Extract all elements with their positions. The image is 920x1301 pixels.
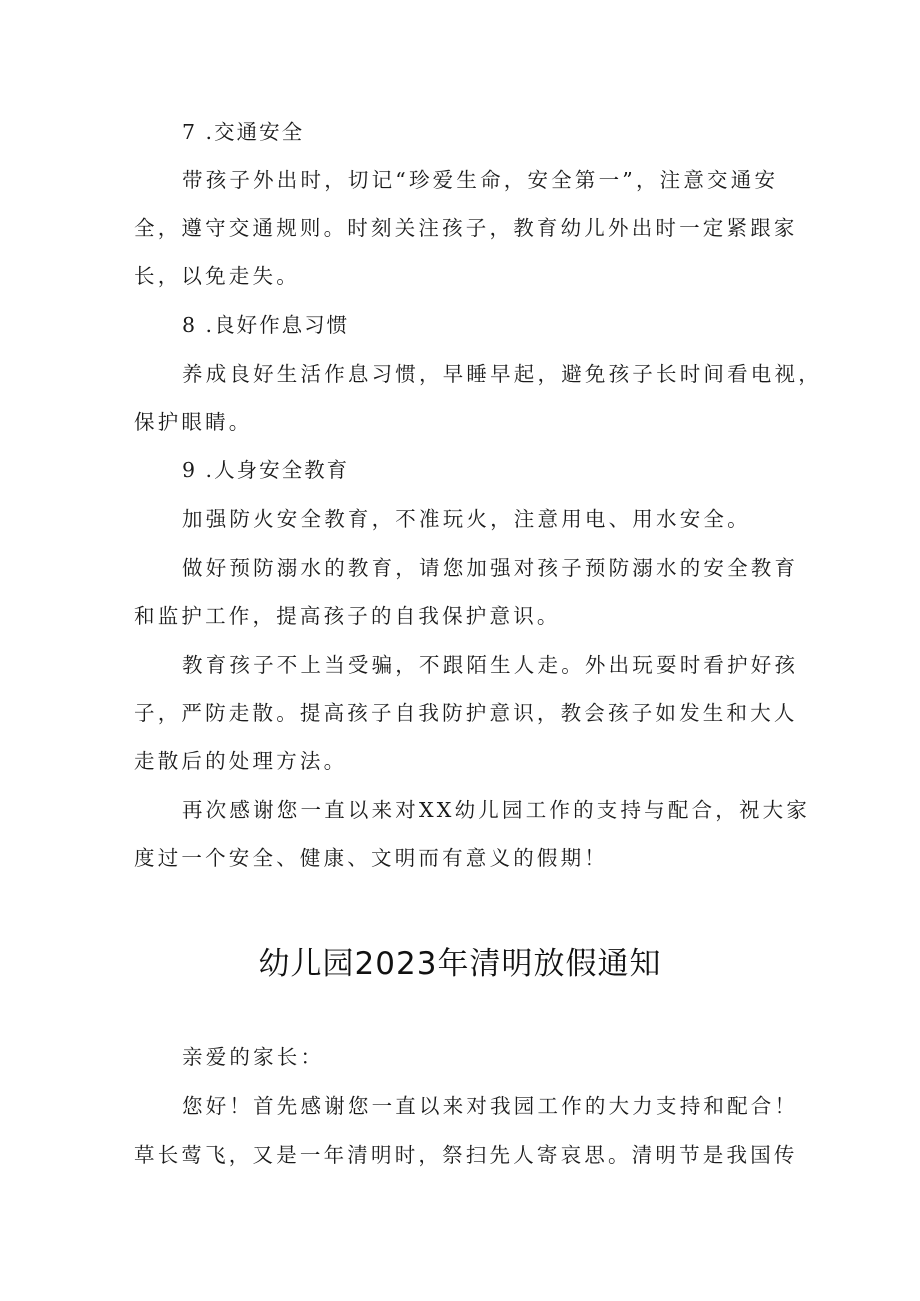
paragraph-line: 加强防火安全教育，不准玩火，注意用电、用水安全。 [182,507,751,531]
paragraph-line: 养成良好生活作息习惯，早睡早起，避免孩子长时间看电视， [182,362,822,386]
paragraph-line: 草长莺飞，又是一年清明时，祭扫先人寄哀思。清明节是我国传 [134,1143,798,1167]
section-heading-personal-safety: 9 .人身安全教育 [182,458,350,482]
section-heading-traffic-safety: 7 .交通安全 [182,120,305,144]
closing-line: 再次感谢您一直以来对XX幼儿园工作的支持与配合，祝大家 [182,798,811,822]
notice-greeting: 亲爱的家长： [182,1045,325,1069]
paragraph-line: 走散后的处理方法。 [134,749,348,773]
paragraph-line: 长，以免走失。 [134,264,300,288]
paragraph-line: 子，严防走散。提高孩子自我防护意识，教会孩子如发生和大人 [134,701,798,725]
paragraph-line: 和监护工作，提高孩子的自我保护意识。 [134,604,561,628]
paragraph-line: 您好！首先感谢您一直以来对我园工作的大力支持和配合！ [182,1094,799,1118]
paragraph-line: 带孩子外出时，切记“珍爱生命，安全第一”，注意交通安 [182,168,779,192]
section-heading-daily-routine: 8 .良好作息习惯 [182,313,350,337]
paragraph-line: 保护眼睛。 [134,410,253,434]
closing-line: 度过一个安全、健康、文明而有意义的假期！ [134,846,608,870]
paragraph-line: 全，遵守交通规则。时刻关注孩子，教育幼儿外出时一定紧跟家 [134,216,798,240]
paragraph-line: 教育孩子不上当受骗，不跟陌生人走。外出玩耍时看护好孩 [182,653,799,677]
paragraph-line: 做好预防溺水的教育，请您加强对孩子预防溺水的安全教育 [182,556,799,580]
notice-title: 幼儿园2023年清明放假通知 [258,946,662,982]
